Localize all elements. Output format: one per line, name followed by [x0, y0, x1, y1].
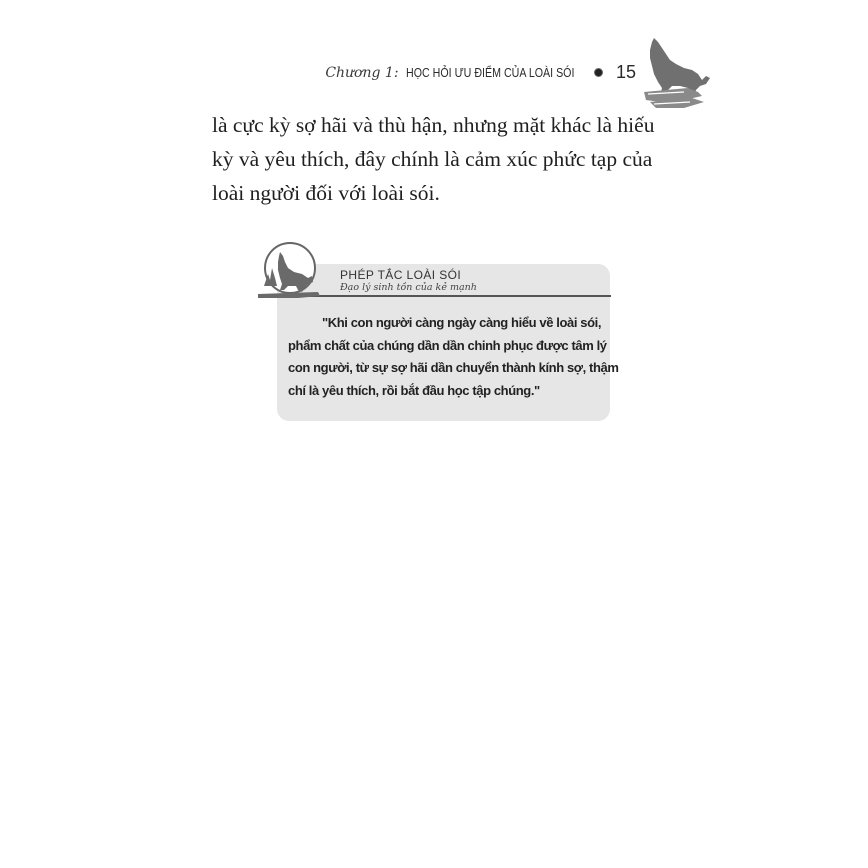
chapter-label: Chương 1: — [325, 64, 399, 81]
wolf-moon-emblem-icon — [258, 238, 324, 304]
body-line: là cực kỳ sợ hãi và thù hận, nhưng mặt khác là hiếu — [212, 113, 655, 137]
body-line: kỳ và yêu thích, đây chính là cảm xúc phức tạp của — [212, 147, 653, 171]
quote-block — [288, 312, 619, 402]
running-header — [325, 62, 636, 83]
header-bullet-icon — [594, 68, 603, 77]
quote-line: con người, từ sự sợ hãi dần chuyển thành kính sợ, thậm — [288, 360, 619, 375]
quote-line: phẩm chất của chúng dần dần chinh phục được tâm lý — [288, 337, 607, 353]
page-number: 15 — [615, 62, 636, 82]
body-paragraph — [212, 108, 672, 210]
quote-line: "Khi con người càng ngày càng hiểu về loài sói, — [322, 315, 602, 330]
quote-line: chí là yêu thích, rồi bắt đầu học tập chúng." — [288, 382, 540, 398]
howling-wolf-icon — [640, 34, 715, 109]
chapter-title: HỌC HỎI ƯU ĐIỂM CỦA LOÀI SÓI — [405, 65, 574, 80]
rule-heading: PHÉP TẮC LOÀI SÓI — [340, 268, 462, 282]
body-line: loài người đối với loài sói. — [212, 181, 440, 205]
rule-divider — [300, 295, 611, 297]
rule-subheading: Đạo lý sinh tồn của kẻ mạnh — [340, 282, 477, 293]
